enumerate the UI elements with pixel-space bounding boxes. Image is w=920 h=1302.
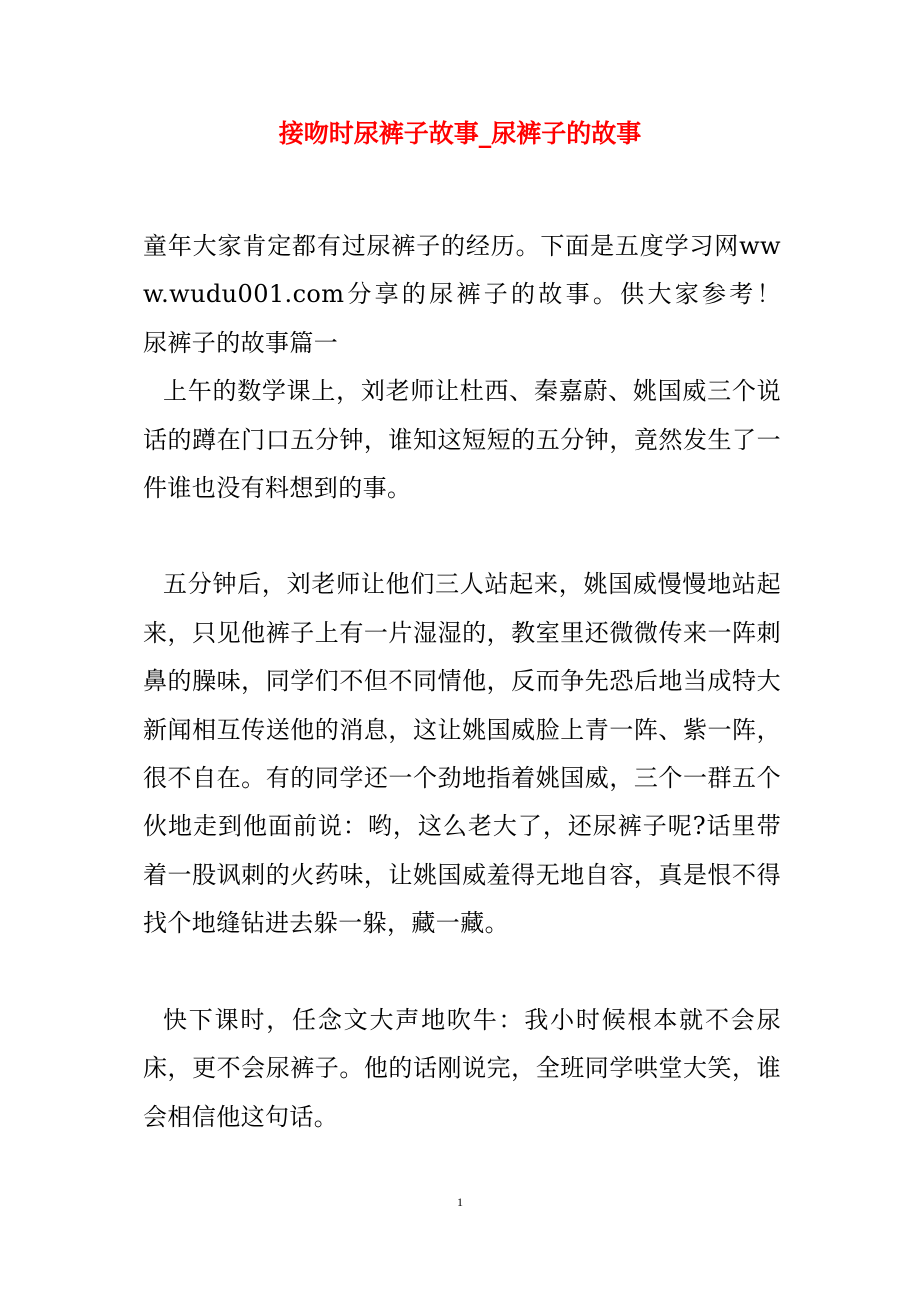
story-paragraph-1: 上午的数学课上，刘老师让杜西、秦嘉蔚、姚国威三个说话的蹲在门口五分钟，谁知这短短的五分钟，竟然发生了一件谁也没有料想到的事。	[143, 377, 781, 503]
page-number: 1	[457, 1195, 463, 1209]
story-paragraph-2: 五分钟后，刘老师让他们三人站起来，姚国威慢慢地站起来，只见他裤子上有一片湿湿的，教室里还微微传来一阵刺鼻的臊味，同学们不但不同情他，反而争先恐后地当成特大新闻相互传送他的消息，这让姚国威脸上青一阵、紫一阵，很不自在。有的同学还一个劲地指着姚国威，三个一群五个伙地走到他面前说：哟，这么老大了，还尿裤子呢?话里带着一股讽刺的火药味，让姚国威羞得无地自容，真是恨不得找个地缝钻进去躲一躲，藏一藏。	[143, 570, 781, 938]
intro-paragraph: 童年大家肯定都有过尿裤子的经历。下面是五度学习网www.wudu001.com分享的尿裤子的故事。供大家参考！ 尿裤子的故事篇一	[143, 232, 806, 357]
document-body	[143, 222, 806, 1141]
document-title: 接吻时尿裤子故事_尿裤子的故事	[278, 119, 642, 148]
story-paragraph-3: 快下课时，任念文大声地吹牛：我小时候根本就不会尿床，更不会尿裤子。他的话刚说完，全班同学哄堂大笑，谁会相信他这句话。	[143, 1005, 781, 1131]
